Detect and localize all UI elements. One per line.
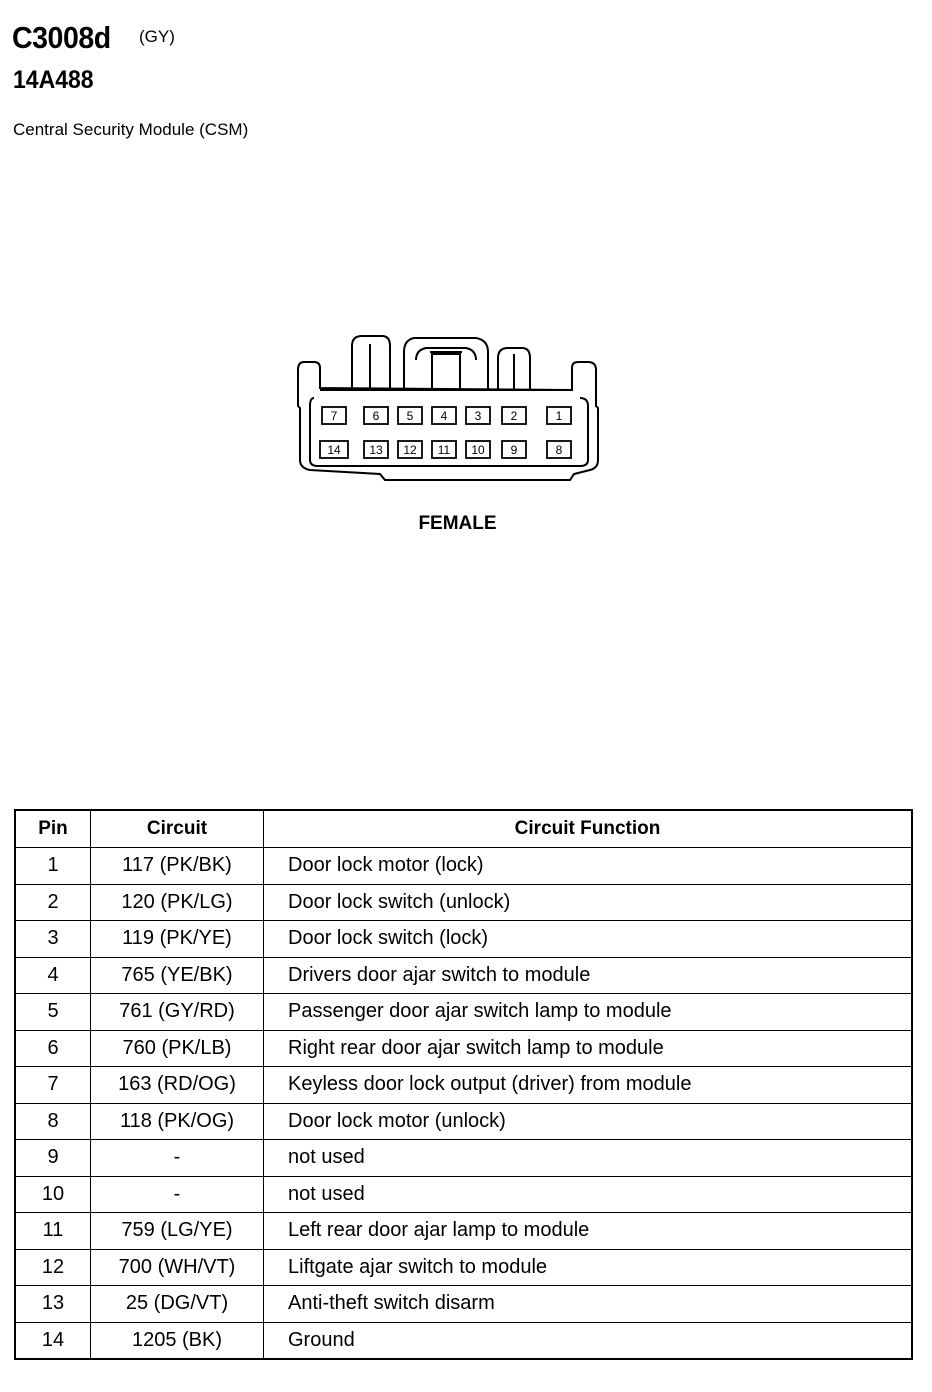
- circuit-cell: 1205 (BK): [91, 1322, 264, 1359]
- pin-number: 10: [471, 443, 485, 457]
- pin-cell: 3: [15, 921, 91, 958]
- circuit-cell: 25 (DG/VT): [91, 1286, 264, 1323]
- connector-gender-label: FEMALE: [418, 513, 497, 534]
- pin-number: 14: [327, 443, 341, 457]
- pin-cell: 11: [15, 1213, 91, 1250]
- pin-cell: 9: [15, 1140, 91, 1177]
- function-cell: Anti-theft switch disarm: [264, 1286, 913, 1323]
- circuit-cell: 120 (PK/LG): [91, 884, 264, 921]
- pin-cell: 13: [15, 1286, 91, 1323]
- circuit-column-header: Circuit: [91, 810, 264, 848]
- pin-cavity: [547, 407, 571, 424]
- function-cell: Keyless door lock output (driver) from module: [264, 1067, 913, 1104]
- circuit-cell: 163 (RD/OG): [91, 1067, 264, 1104]
- table-row: [15, 1030, 912, 1067]
- circuit-cell: 119 (PK/YE): [91, 921, 264, 958]
- table-row: [15, 994, 912, 1031]
- pin-column-header: Pin: [15, 810, 91, 848]
- function-cell: Door lock motor (unlock): [264, 1103, 913, 1140]
- pin-cavity: [466, 441, 490, 458]
- pin-cell: 12: [15, 1249, 91, 1286]
- table-row: [15, 1286, 912, 1323]
- color-code: (GY): [139, 27, 175, 46]
- table-row: [15, 957, 912, 994]
- pin-number: 5: [406, 409, 414, 423]
- function-cell: Drivers door ajar switch to module: [264, 957, 913, 994]
- table-row: [15, 1140, 912, 1177]
- table-row: [15, 1176, 912, 1213]
- pin-cavity: [320, 441, 348, 458]
- circuit-cell: 761 (GY/RD): [91, 994, 264, 1031]
- module-name: Central Security Module (CSM): [13, 120, 249, 139]
- pin-cavity: [432, 407, 456, 424]
- function-cell: Passenger door ajar switch lamp to module: [264, 994, 913, 1031]
- function-column-header: Circuit Function: [264, 810, 913, 848]
- pinout-table-body: [15, 848, 912, 1360]
- pin-cell: 8: [15, 1103, 91, 1140]
- circuit-cell: 759 (LG/YE): [91, 1213, 264, 1250]
- pin-number: 12: [403, 443, 417, 457]
- circuit-cell: -: [91, 1176, 264, 1213]
- table-row: [15, 1103, 912, 1140]
- pin-number: 8: [555, 443, 563, 457]
- circuit-cell: -: [91, 1140, 264, 1177]
- pin-cell: 1: [15, 848, 91, 885]
- pin-cavity: [398, 441, 422, 458]
- pin-cell: 6: [15, 1030, 91, 1067]
- part-number: 14A488: [13, 66, 94, 94]
- pin-number: 3: [474, 409, 482, 423]
- circuit-cell: 117 (PK/BK): [91, 848, 264, 885]
- function-cell: Door lock switch (lock): [264, 921, 913, 958]
- pin-cavity: [398, 407, 422, 424]
- pin-cavity: [322, 407, 346, 424]
- pin-cell: 10: [15, 1176, 91, 1213]
- table-row: [15, 1213, 912, 1250]
- table-header-row: [15, 810, 912, 848]
- circuit-cell: 760 (PK/LB): [91, 1030, 264, 1067]
- pin-cavity: [364, 441, 388, 458]
- pin-number: 11: [437, 443, 451, 457]
- pin-cavities: [320, 407, 571, 458]
- pin-cavity: [547, 441, 571, 458]
- function-cell: Door lock switch (unlock): [264, 884, 913, 921]
- function-cell: Liftgate ajar switch to module: [264, 1249, 913, 1286]
- pin-number: 7: [330, 409, 338, 423]
- function-cell: Door lock motor (lock): [264, 848, 913, 885]
- pin-cavity: [502, 441, 526, 458]
- function-cell: Right rear door ajar switch lamp to module: [264, 1030, 913, 1067]
- pin-cell: 5: [15, 994, 91, 1031]
- table-row: [15, 1067, 912, 1104]
- pin-number: 9: [510, 443, 518, 457]
- table-row: [15, 921, 912, 958]
- connector-id: C3008d: [12, 20, 111, 55]
- pin-number: 1: [555, 409, 563, 423]
- pin-number: 13: [369, 443, 383, 457]
- pin-cavity: [432, 441, 456, 458]
- pin-number: 2: [510, 409, 518, 423]
- function-cell: Ground: [264, 1322, 913, 1359]
- pin-cavity: [364, 407, 388, 424]
- table-row: [15, 884, 912, 921]
- table-row: [15, 1322, 912, 1359]
- pin-cell: 7: [15, 1067, 91, 1104]
- pin-cell: 2: [15, 884, 91, 921]
- function-cell: Left rear door ajar lamp to module: [264, 1213, 913, 1250]
- circuit-cell: 700 (WH/VT): [91, 1249, 264, 1286]
- circuit-cell: 765 (YE/BK): [91, 957, 264, 994]
- function-cell: not used: [264, 1176, 913, 1213]
- pin-cell: 4: [15, 957, 91, 994]
- circuit-cell: 118 (PK/OG): [91, 1103, 264, 1140]
- pin-cell: 14: [15, 1322, 91, 1359]
- table-row: [15, 848, 912, 885]
- pin-cavity: [502, 407, 526, 424]
- table-row: [15, 1249, 912, 1286]
- pin-number: 4: [440, 409, 448, 423]
- function-cell: not used: [264, 1140, 913, 1177]
- pin-number: 6: [372, 409, 380, 423]
- pinout-table: [14, 809, 913, 1360]
- connector-face-diagram: [290, 328, 610, 488]
- pin-cavity: [466, 407, 490, 424]
